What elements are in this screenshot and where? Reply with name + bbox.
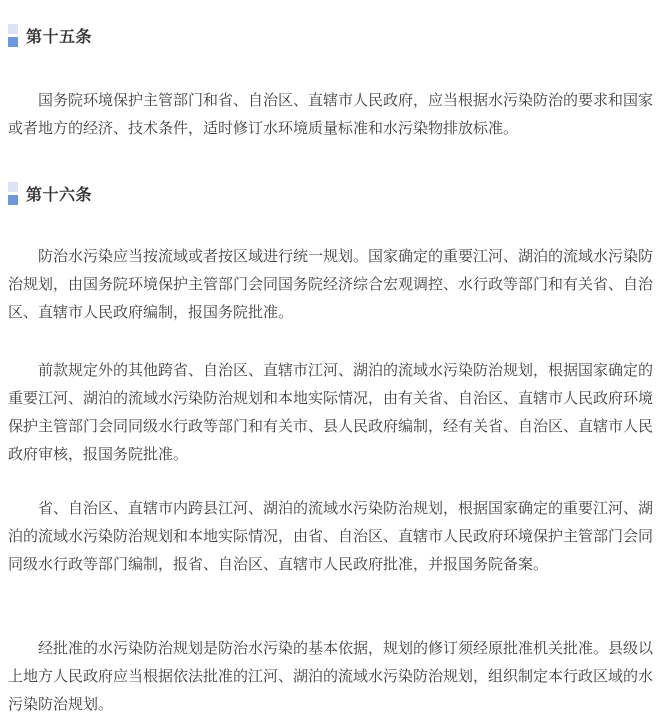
article-heading-15 (8, 20, 92, 50)
article-heading-text: 第十五条 (26, 26, 93, 46)
heading-marker-icon (8, 20, 20, 50)
article-heading-text: 第十六条 (26, 184, 93, 204)
article-16-paragraph-4: 经批准的水污染防治规划是防治水污染的基本依据，规划的修订须经原批准机关批准。县级以上地方人民政府应当根据依法批准的江河、湖泊的流域水污染防治规划，组织制定本行政区域的水污染防治规划。 (8, 639, 654, 713)
article-16-paragraph-2: 前款规定外的其他跨省、自治区、直辖市江河、湖泊的流域水污染防治规划，根据国家确定的重要江河、湖泊的流域水污染防治规划和本地实际情况，由有关省、自治区、直辖市人民政府环境保护主管部门会同同级水行政等部门和有关市、县人民政府编制，经有关省、自治区、直辖市人民政府审核，报国务院批准。 (8, 361, 654, 463)
article-16-paragraph-3: 省、自治区、直辖市内跨县江河、湖泊的流域水污染防治规划，根据国家确定的重要江河、湖泊的流域水污染防治规划和本地实际情况，由省、自治区、直辖市人民政府环境保护主管部门会同同级水行政等部门编制，报省、自治区、直辖市人民政府批准，并报国务院备案。 (8, 499, 654, 573)
article-15-paragraph-1: 国务院环境保护主管部门和省、自治区、直辖市人民政府，应当根据水污染防治的要求和国家或者地方的经济、技术条件，适时修订水环境质量标准和水污染物排放标准。 (8, 91, 654, 137)
heading-marker-icon (8, 178, 20, 208)
article-heading-16 (8, 178, 92, 208)
article-16-paragraph-1: 防治水污染应当按流域或者按区域进行统一规划。国家确定的重要江河、湖泊的流域水污染防治规划，由国务院环境保护主管部门会同国务院经济综合宏观调控、水行政等部门和有关省、自治区、直辖市人民政府编制，报国务院批准。 (8, 247, 654, 321)
